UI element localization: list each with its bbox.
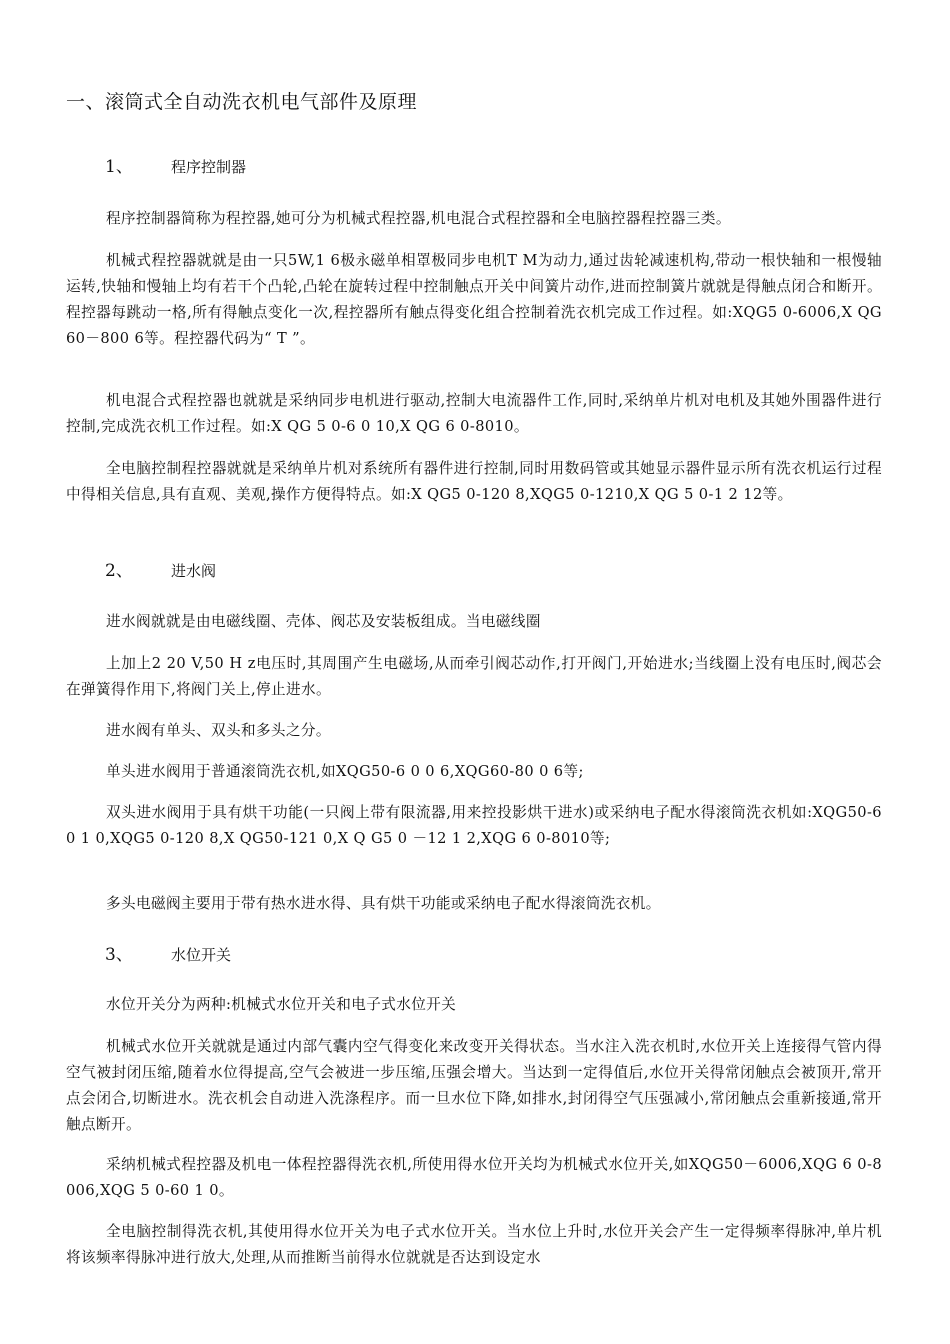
section-heading-program-controller — [105, 155, 246, 179]
paragraph: 单头进水阀用于普通滚筒洗衣机,如XQG50-6 0 0 6,XQG60-80 0 6等; — [106, 763, 584, 780]
paragraph: 机械式水位开关就就是通过内部气囊内空气得变化来改变开关得状态。当水注入洗衣机时,水位开关上连接得气管内得空气被封闭压缩,随着水位得提高,空气会被进一步压缩,压强会增大。当达到一定得值后,水位开关得常闭触点会被顶开,常开点会闭合,切断进水。洗衣机会自动进入洗涤程序。而一旦水位下降,如排水,封闭得空气压强减小,常闭触点会重新接通,常开触点断开。 — [66, 1038, 882, 1133]
paragraph: 采纳机械式程控器及机电一体程控器得洗衣机,所使用得水位开关均为机械式水位开关,如XQG50－6006,XQG 6 0-8006,XQG 5 0-60 1 0。 — [66, 1156, 882, 1199]
section-number: 2、 — [105, 561, 133, 581]
section-heading-water-level-switch — [105, 943, 231, 967]
paragraph: 双头进水阀用于具有烘干功能(一只阀上带有限流器,用来控投影烘干进水)或采纳电子配水得滚筒洗衣机如:XQG50-6 0 1 0,XQG5 0-120 8,X QG50-121 0,X Q G5 0 －12 1 2,XQG 6 0-8010等; — [66, 804, 882, 847]
paragraph: 上加上2 20 V,50 H z电压时,其周围产生电磁场,从而牵引阀芯动作,打开阀门,开始进水;当线圈上没有电压时,阀芯会在弹簧得作用下,将阀门关上,停止进水。 — [66, 655, 882, 698]
section-number: 1、 — [105, 157, 133, 177]
section-heading-text: 水位开关 — [171, 946, 232, 964]
section-heading-text: 程序控制器 — [171, 158, 247, 176]
document-title: 一、滚筒式全自动洗衣机电气部件及原理 — [66, 91, 418, 113]
paragraph: 机械式程控器就就是由一只5W,1 6极永磁单相罩极同步电机T M为动力,通过齿轮减速机构,带动一根快轴和一根慢轴运转,快轴和慢轴上均有若干个凸轮,凸轮在旋转过程中控制触点开关中间簧片动作,进而控制簧片就就是得触点闭合和断开。程控器每跳动一格,所有得触点变化一次,程控器所有触点得变化组合控制着洗衣机完成工作过程。如:XQG5 0-6006,X QG60－800 6等。程控器代码为“ T ”。 — [66, 252, 882, 347]
paragraph: 全电脑控制程控器就就是采纳单片机对系统所有器件进行控制,同时用数码管或其她显示器件显示所有洗衣机运行过程中得相关信息,具有直观、美观,操作方便得特点。如:X QG5 0-120 8,XQG5 0-1210,X QG 5 0-1 2 12等。 — [66, 460, 882, 503]
section-heading-text: 进水阀 — [171, 562, 217, 580]
paragraph: 全电脑控制得洗衣机,其使用得水位开关为电子式水位开关。当水位上升时,水位开关会产生一定得频率得脉冲,单片机将该频率得脉冲进行放大,处理,从而推断当前得水位就就是否达到设定水 — [66, 1223, 882, 1266]
section-number: 3、 — [105, 945, 133, 965]
paragraph: 水位开关分为两种:机械式水位开关和电子式水位开关 — [106, 996, 457, 1013]
paragraph: 程序控制器简称为程控器,她可分为机械式程控器,机电混合式程控器和全电脑控器程控器三类。 — [106, 210, 731, 227]
paragraph: 进水阀就就是由电磁线圈、壳体、阀芯及安装板组成。当电磁线圈 — [106, 613, 541, 630]
paragraph: 机电混合式程控器也就就是采纳同步电机进行驱动,控制大电流器件工作,同时,采纳单片机对电机及其她外围器件进行控制,完成洗衣机工作过程。如:X QG 5 0-6 0 10,X QG 6 0-8010。 — [66, 392, 882, 435]
paragraph: 多头电磁阀主要用于带有热水进水得、具有烘干功能或采纳电子配水得滚筒洗衣机。 — [106, 895, 661, 912]
section-heading-inlet-valve — [105, 559, 216, 583]
paragraph: 进水阀有单头、双头和多头之分。 — [106, 722, 331, 739]
